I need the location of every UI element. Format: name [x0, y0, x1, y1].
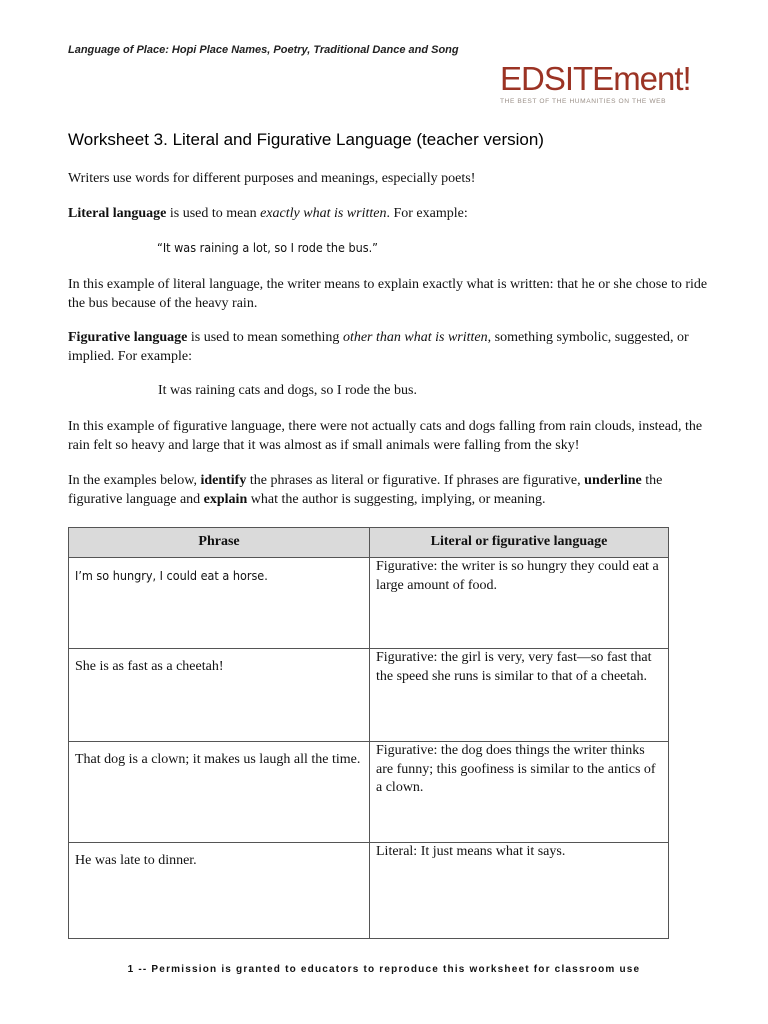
literal-example: “It was raining a lot, so I rode the bus.”	[157, 240, 378, 255]
worksheet-title: Worksheet 3. Literal and Figurative Language (teacher version)	[68, 130, 544, 149]
answer-cell: Figurative: the girl is very, very fast—so fast that the speed she runs is similar to that of a cheetah.	[370, 649, 669, 742]
phrase-cell	[69, 742, 370, 843]
literal-explanation: In this example of literal language, the writer means to explain exactly what is written: that he or she chose to ride the bus because of the heavy rain.	[68, 277, 708, 311]
phrase-cell	[69, 558, 370, 649]
table-row	[69, 558, 669, 649]
literal-text-2: . For example:	[386, 206, 468, 221]
figurative-term: Figurative language	[68, 330, 188, 345]
instructions-text-3: the figurative language and	[68, 473, 663, 507]
phrase-cell	[69, 649, 370, 742]
figurative-emphasis: other than what is written	[342, 330, 488, 345]
instructions-paragraph	[68, 472, 708, 509]
literal-text-1: is used to mean	[166, 206, 261, 221]
logo-tagline: THE BEST OF THE HUMANITIES ON THE WEB	[500, 98, 667, 105]
instructions-text-1: In the examples below,	[68, 473, 201, 488]
literal-definition	[68, 205, 708, 224]
edsitement-logo	[500, 62, 710, 105]
instructions-bold-underline: underline	[584, 473, 642, 488]
answer-cell: Literal: It just means what it says.	[370, 843, 669, 939]
phrase-text: That dog is a clown; it makes us laugh all the time.	[75, 752, 361, 767]
logo-wordmark: EDSITEment!	[500, 60, 691, 97]
series-title: Language of Place: Hopi Place Names, Poetry, Traditional Dance and Song	[68, 44, 459, 56]
figurative-text-2: , something symbolic, suggested, or implied. For example:	[68, 330, 689, 364]
literal-emphasis: exactly what is written	[260, 206, 387, 221]
table-row	[69, 742, 669, 843]
answer-cell: Figurative: the dog does things the writer thinks are funny; this goofiness is similar to the antics of a clown.	[370, 742, 669, 843]
table-row	[69, 843, 669, 939]
phrase-text: He was late to dinner.	[75, 853, 197, 868]
page-footer: 1 -- Permission is granted to educators to reproduce this worksheet for classroom use	[127, 964, 641, 975]
instructions-text-4: what the author is suggesting, implying, or meaning.	[247, 491, 546, 507]
phrase-text: I’m so hungry, I could eat a horse.	[75, 568, 268, 583]
phrase-column-header: Phrase	[69, 528, 370, 558]
figurative-definition	[68, 329, 708, 366]
figurative-text-1: is used to mean something	[187, 330, 343, 345]
figurative-explanation: In this example of figurative language, there were not actually cats and dogs falling from rain clouds, instead, the rain felt so heavy and large that it was almost as if small animals were falling from the sky!	[68, 419, 703, 453]
figurative-example: It was raining cats and dogs, so I rode the bus.	[158, 383, 417, 398]
phrase-text: She is as fast as a cheetah!	[75, 659, 224, 674]
answer-column-header: Literal or figurative language	[370, 528, 669, 558]
instructions-bold-explain: explain	[203, 491, 248, 507]
intro-paragraph: Writers use words for different purposes and meanings, especially poets!	[68, 171, 476, 186]
instructions-text-2: the phrases as literal or figurative. If phrases are figurative,	[246, 473, 585, 488]
instructions-bold-identify: identify	[200, 473, 247, 488]
answer-cell: Figurative: the writer is so hungry they could eat a large amount of food.	[370, 558, 669, 649]
table-header-row	[69, 528, 669, 558]
literal-term: Literal language	[68, 206, 167, 221]
phrase-cell	[69, 843, 370, 939]
table-row	[69, 649, 669, 742]
examples-table	[68, 527, 669, 939]
